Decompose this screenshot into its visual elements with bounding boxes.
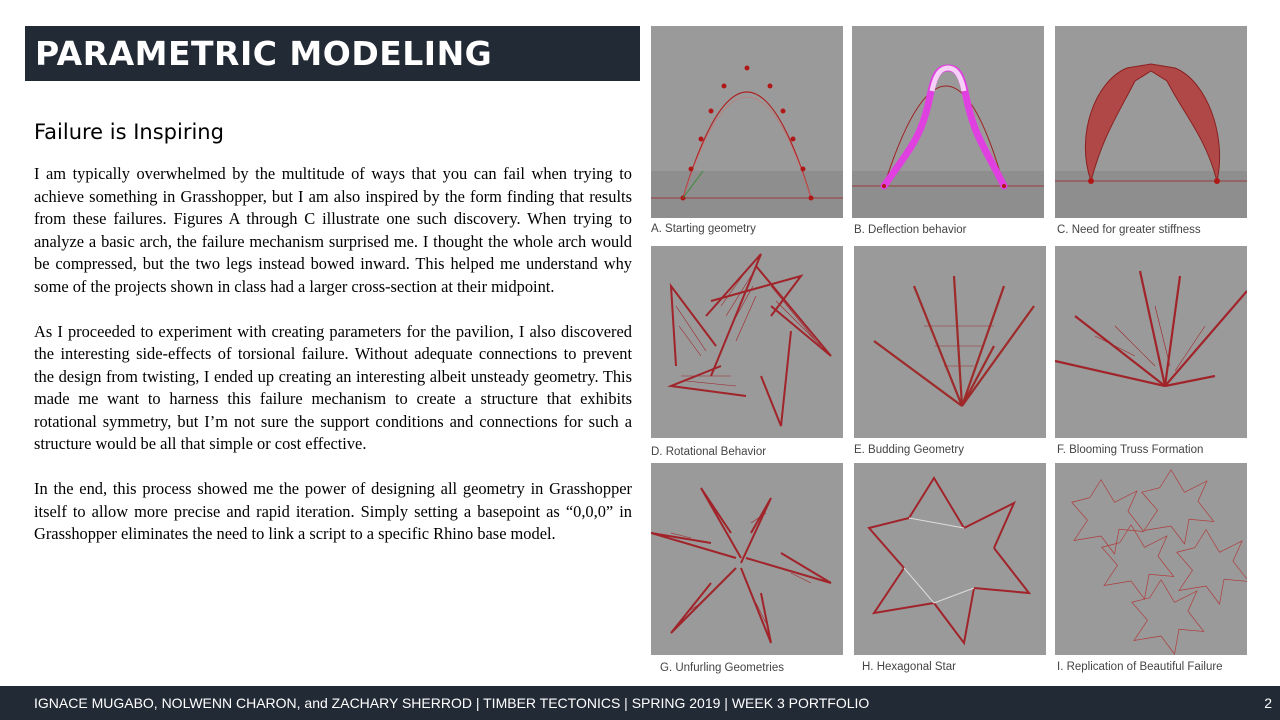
figure-e-budding-geometry xyxy=(854,246,1046,438)
figure-c-caption: C. Need for greater stiffness xyxy=(1057,224,1201,236)
figure-g-unfurling-geometries xyxy=(651,463,843,655)
figure-b-deflection-behavior xyxy=(852,26,1044,218)
page-number: 2 xyxy=(1264,695,1272,711)
figure-f-blooming-truss xyxy=(1055,246,1247,438)
figure-c-need-for-stiffness xyxy=(1055,26,1247,218)
figure-f-caption: F. Blooming Truss Formation xyxy=(1057,444,1204,456)
figure-h-hexagonal-star xyxy=(854,463,1046,655)
figure-h-caption: H. Hexagonal Star xyxy=(862,661,956,673)
page-title: PARAMETRIC MODELING xyxy=(35,34,493,73)
paragraph-2: As I proceeded to experiment with creating parameters for the pavilion, I also discovered the interesting side-effects of torsional failure. Without adequate connections to prevent the design from twisting, I ended up creating an interesting albeit unsteady geometry. This made me want to harness this failure mechanism to create a structure that exhibits rotational symmetry, but I’m not sure the support conditions and connections for such a structure would be all that simple or cost effective. xyxy=(34,321,632,453)
figure-b-caption: B. Deflection behavior xyxy=(854,224,967,236)
figure-a-caption: A. Starting geometry xyxy=(651,223,756,235)
figure-d-caption: D. Rotational Behavior xyxy=(651,446,767,458)
figure-g-caption: G. Unfurling Geometries xyxy=(660,662,784,674)
body-text xyxy=(34,163,632,568)
figure-e-caption: E. Budding Geometry xyxy=(854,444,964,456)
footer-text: IGNACE MUGABO, NOLWENN CHARON, and ZACHARY SHERROD | TIMBER TECTONICS | SPRING 2019 | WEEK 3 PORTFOLIO xyxy=(34,695,870,711)
figure-i-replication xyxy=(1055,463,1247,655)
figure-d-rotational-behavior xyxy=(651,246,843,438)
section-subtitle: Failure is Inspiring xyxy=(34,120,224,144)
figure-a-starting-geometry xyxy=(651,26,843,218)
title-bar xyxy=(25,26,640,81)
paragraph-3: In the end, this process showed me the power of designing all geometry in Grasshopper itself to allow more precise and rapid iteration. Simply setting a basepoint as “0,0,0” in Grasshopper eliminates the need to link a script to a specific Rhino base model. xyxy=(34,479,632,543)
figure-i-caption: I. Replication of Beautiful Failure xyxy=(1057,661,1223,673)
footer-bar xyxy=(0,686,1280,720)
paragraph-1: I am typically overwhelmed by the multitude of ways that you can fail when trying to achieve something in Grasshopper, but I am also inspired by the form finding that results from these failures. Figures A through C illustrate one such discovery. When trying to analyze a basic arch, the failure mechanism surprised me. I thought the whole arch would be compressed, but the two legs instead bowed inward. This helped me understand why some of the projects shown in class had a larger cross-section at their midpoint. xyxy=(34,164,632,296)
